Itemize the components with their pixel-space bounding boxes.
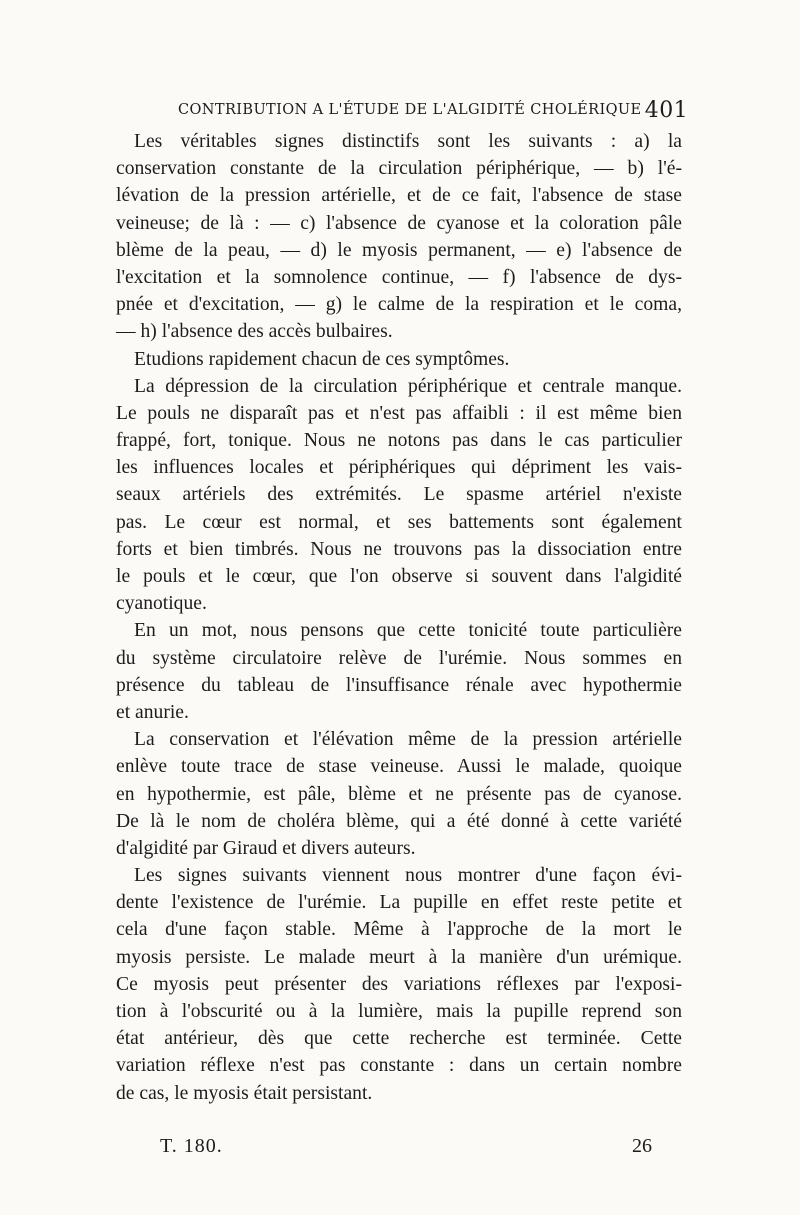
text-line: conservation constante de la circulation périphérique, — b) l'é- — [116, 158, 682, 180]
signature-mark: T. 180. — [160, 1135, 223, 1157]
text-line: cela d'une façon stable. Même à l'approche de la mort le — [116, 919, 682, 941]
text-line: forts et bien timbrés. Nous ne trouvons pas la dissociation entre — [116, 538, 682, 560]
text-line: variation réflexe n'est pas constante : dans un certain nombre — [116, 1055, 682, 1077]
text-line: d'algidité par Giraud et divers auteurs. — [116, 837, 416, 859]
text-line: les influences locales et périphériques qui dépriment les vais- — [116, 457, 682, 479]
text-line: état antérieur, dès que cette recherche est terminée. Cette — [116, 1028, 682, 1050]
text-line: myosis persiste. Le malade meurt à la manière d'un urémique. — [116, 946, 682, 968]
running-head — [178, 100, 688, 126]
text-line: frappé, fort, tonique. Nous ne notons pas dans le cas particulier — [116, 430, 682, 452]
text-line: Le pouls ne disparaît pas et n'est pas affaibli : il est même bien — [116, 402, 682, 424]
folio-number: 26 — [632, 1135, 652, 1157]
text-line: tion à l'obscurité ou à la lumière, mais la pupille reprend son — [116, 1001, 682, 1022]
page-number: 401 — [644, 98, 688, 123]
body-text — [116, 128, 682, 1107]
text-line: le pouls et le cœur, que l'on observe si souvent dans l'algidité — [116, 566, 682, 587]
text-line: Les signes suivants viennent nous montrer d'une façon évi- — [134, 865, 682, 887]
text-line: lévation de la pression artérielle, et de ce fait, l'absence de stase — [116, 185, 682, 207]
text-line: pnée et d'excitation, — g) le calme de la respiration et le coma, — [116, 294, 682, 316]
text-line: Les véritables signes distinctifs sont les suivants : a) la — [134, 131, 682, 152]
text-line: Ce myosis peut présenter des variations réflexes par l'exposi- — [116, 973, 682, 995]
text-line: enlève toute trace de stase veineuse. Aussi le malade, quoique — [116, 756, 682, 778]
text-line: — h) l'absence des accès bulbaires. — [116, 321, 393, 343]
text-line: pas. Le cœur est normal, et ses battements sont également — [116, 511, 682, 533]
text-line: seaux artériels des extrémités. Le spasme artériel n'existe — [116, 484, 682, 506]
page-footer — [160, 1135, 652, 1165]
text-line: l'excitation et la somnolence continue, — f) l'absence de dys- — [116, 266, 682, 288]
text-line: en hypothermie, est pâle, blème et ne présente pas de cyanose. — [116, 783, 682, 805]
text-line: De là le nom de choléra blème, qui a été donné à cette variété — [116, 810, 682, 832]
text-line: du système circulatoire relève de l'urémie. Nous sommes en — [116, 647, 682, 669]
text-line: blème de la peau, — d) le myosis permanent, — e) l'absence de — [116, 239, 682, 261]
text-line: veineuse; de là : — c) l'absence de cyanose et la coloration pâle — [116, 212, 682, 234]
text-line: et anurie. — [116, 701, 189, 723]
text-line: En un mot, nous pensons que cette tonicité toute particulière — [134, 620, 682, 642]
text-line: cyanotique. — [116, 593, 207, 615]
text-line: de cas, le myosis était persistant. — [116, 1082, 373, 1104]
text-line: dente l'existence de l'urémie. La pupille en effet reste petite et — [116, 892, 682, 914]
text-line: Etudions rapidement chacun de ces symptômes. — [134, 348, 510, 370]
text-line: présence du tableau de l'insuffisance rénale avec hypothermie — [116, 674, 682, 696]
text-line: La conservation et l'élévation même de la pression artérielle — [134, 729, 682, 751]
running-title: CONTRIBUTION A L'ÉTUDE DE L'ALGIDITÉ CHOLÉRIQUE — [178, 102, 642, 118]
text-line: La dépression de la circulation périphérique et centrale manque. — [134, 375, 682, 397]
